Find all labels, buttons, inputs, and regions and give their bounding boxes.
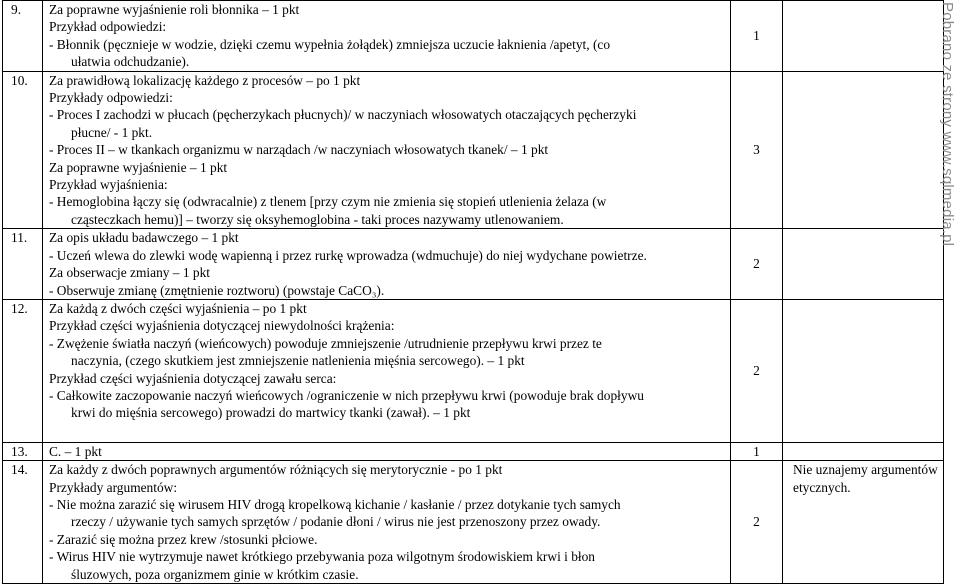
task-points: 3 xyxy=(731,71,783,229)
criteria-line: Za każdą z dwóch części wyjaśnienia – po 1 pkt xyxy=(49,300,307,316)
task-criteria xyxy=(43,461,731,584)
task-number: 12. xyxy=(3,299,43,442)
criteria-line: Przykład części wyjaśnienia dotyczącej zawału serca: xyxy=(49,370,337,386)
task-row xyxy=(3,299,944,442)
watermark xyxy=(936,2,958,247)
task-points: 2 xyxy=(731,299,783,442)
criteria-line: Za poprawne wyjaśnienie – 1 pkt xyxy=(49,159,228,175)
watermark-text: Pobrano ze strony www.sqlmedia.pl xyxy=(939,2,956,247)
criteria-line: rzeczy / używanie tych samych sprzętów / podanie dłoni / wirus nie jest przenoszony przez owady. xyxy=(71,514,601,530)
task-remarks xyxy=(783,71,944,229)
criteria-line: - Wirus HIV nie wytrzymuje nawet krótkiego przebywania poza wilgotnym środowiskiem krwi i błon xyxy=(49,549,596,565)
criteria-line: - Całkowite zaczopowanie naczyń wieńcowych /ograniczenie w nich przepływu krwi (powoduje brak dopływu xyxy=(49,387,644,403)
criteria-line: Przykład części wyjaśnienia dotyczącej niewydolności krążenia: xyxy=(49,318,395,334)
criteria-line: Za prawidłową lokalizację każdego z procesów – po 1 pkt xyxy=(49,72,361,88)
criteria-line: ułatwia odchudzanie). xyxy=(71,54,190,70)
task-criteria xyxy=(43,71,731,229)
task-criteria xyxy=(43,1,731,72)
criteria-line: Przykład odpowiedzi: xyxy=(49,19,167,35)
criteria-line: płucne/ - 1 pkt. xyxy=(71,124,153,140)
criteria-line: - Zarazić się można przez krew /stosunki płciowe. xyxy=(49,531,318,547)
criteria-line: Za poprawne wyjaśnienie roli błonnika – 1 pkt xyxy=(49,2,300,17)
task-criteria xyxy=(43,299,731,442)
criteria-line: Przykłady odpowiedzi: xyxy=(49,90,173,106)
criteria-line: - Uczeń wlewa do zlewki wodę wapienną i przez rurkę wprowadza (wdmuchuje) do niej wydychane powietrze. xyxy=(49,247,647,263)
task-number: 9. xyxy=(3,1,43,72)
criteria-line: naczynia, (czego skutkiem jest zmniejszenie natlenienia mięśnia sercowego). – 1 pkt xyxy=(71,353,525,369)
criteria-line: - Hemoglobina łączy się (odwracalnie) z tlenem [przy czym nie zmienia się stopień utlenienia żelaza (w xyxy=(49,194,607,210)
criteria-line: - Proces I zachodzi w płucach (pęcherzykach płucnych)/ w naczyniach włosowatych otaczających pęcherzyki xyxy=(49,107,637,123)
task-remarks xyxy=(783,229,944,300)
criteria-line: Za obserwacje zmiany – 1 pkt xyxy=(49,265,211,281)
task-row xyxy=(3,461,944,584)
criteria-line: krwi do mięśnia sercowego) prowadzi do martwicy tkanki (zawał). – 1 pkt xyxy=(71,405,471,421)
criteria-line: - Nie można zarazić się wirusem HIV drogą kropelkową kichanie / kasłanie / przez dotykanie tych samych xyxy=(49,496,621,512)
task-points: 2 xyxy=(731,461,783,584)
task-remarks xyxy=(783,1,944,72)
task-row xyxy=(3,442,944,460)
answer-key-table xyxy=(2,0,944,584)
task-number: 14. xyxy=(3,461,43,584)
criteria-line: Przykład wyjaśnienia: xyxy=(49,177,168,193)
criteria-line: Przykłady argumentów: xyxy=(49,479,178,495)
answer-key-body xyxy=(3,1,944,584)
criteria-line: cząsteczkach hemu)] – tworzy się oksyhemoglobina - taki proces nazywamy utlenowaniem. xyxy=(71,211,564,227)
criteria-line: - Proces II – w tkankach organizmu w narządach /w naczyniach włosowatych tkanek/ – 1 pkt xyxy=(49,142,549,158)
task-criteria xyxy=(43,442,731,460)
task-number: 10. xyxy=(3,71,43,229)
criteria-line: C. – 1 pkt xyxy=(49,443,102,459)
task-remarks xyxy=(783,299,944,442)
task-row xyxy=(3,1,944,72)
criteria-line: Za każdy z dwóch poprawnych argumentów różniących się merytorycznie - po 1 pkt xyxy=(49,462,503,478)
task-remarks: Nie uznajemy argumentów etycznych. xyxy=(783,461,944,584)
criteria-line: - Obserwuje zmianę (zmętnienie roztworu) (powstaje CaCO₃). xyxy=(49,282,385,298)
criteria-line: - Błonnik (pęcznieje w wodzie, dzięki czemu wypełnia żołądek) zmniejsza uczucie łaknienia /apetyt, (co xyxy=(49,36,611,52)
task-points: 1 xyxy=(731,1,783,72)
task-row xyxy=(3,71,944,229)
criteria-line: - Zwężenie światła naczyń (wieńcowych) powoduje zmniejszenie /utrudnienie przepływu krwi przez te xyxy=(49,335,602,351)
task-number: 11. xyxy=(3,229,43,300)
task-points: 2 xyxy=(731,229,783,300)
criteria-line: Za opis układu badawczego – 1 pkt xyxy=(49,230,239,246)
task-row xyxy=(3,229,944,300)
task-remarks xyxy=(783,442,944,460)
task-criteria xyxy=(43,229,731,300)
task-points: 1 xyxy=(731,442,783,460)
task-number: 13. xyxy=(3,442,43,460)
criteria-line: śluzowych, poza organizmem ginie w krótkim czasie. xyxy=(71,566,359,582)
